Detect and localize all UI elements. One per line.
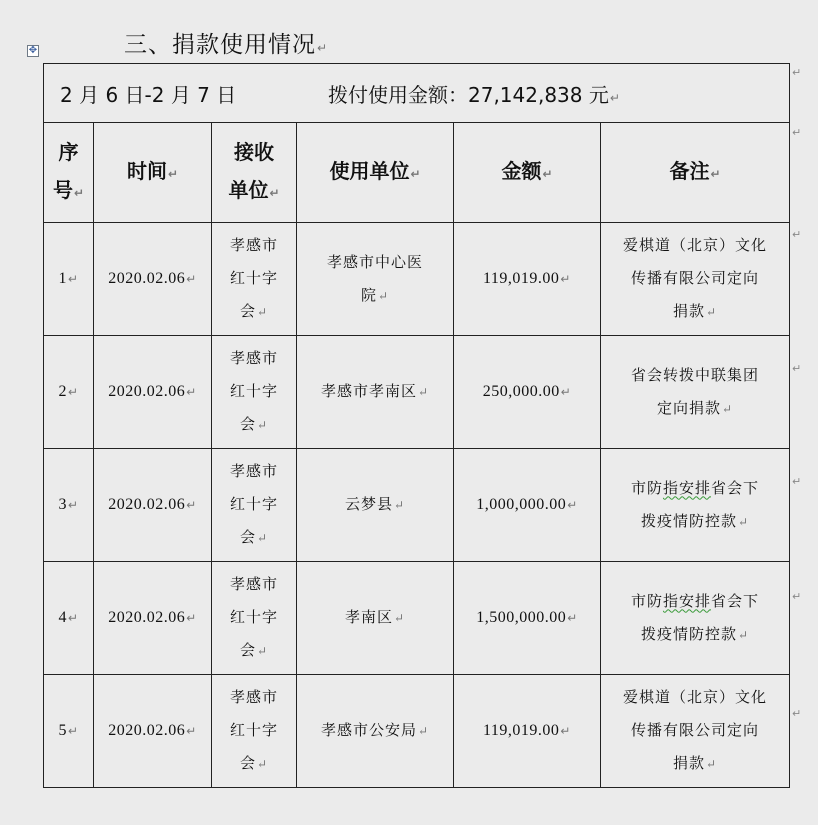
header-index-line2: 号 <box>52 178 73 202</box>
row-unit-line: 孝南区 <box>344 608 393 626</box>
cell-end-mark: ↵ <box>410 167 421 181</box>
cell-end-mark: ↵ <box>393 611 406 625</box>
cell-end-mark: ↵ <box>256 531 269 545</box>
row-receiver-line: 红十字 <box>229 608 278 626</box>
table-row <box>44 223 790 336</box>
row-note-text: 指安排 <box>662 478 711 497</box>
section-heading <box>124 26 328 59</box>
row-date-cell <box>94 562 212 675</box>
row-index: 2 <box>58 383 67 400</box>
cell-end-mark: ↵ <box>417 724 430 738</box>
row-unit-cell <box>297 223 454 336</box>
cell-end-mark: ↵ <box>609 90 620 105</box>
row-note-text: 拨疫情防控款 <box>640 511 737 530</box>
cell-end-mark: ↵ <box>256 757 269 771</box>
row-receiver-line: 会 <box>239 415 256 433</box>
cell-end-mark: ↵ <box>377 288 390 303</box>
row-amount-cell <box>454 336 601 449</box>
cell-end-mark: ↵ <box>560 724 571 738</box>
row-end-mark: ↵ <box>792 228 802 241</box>
row-note-text: 省会下 <box>711 478 760 497</box>
cell-end-mark: ↵ <box>256 644 269 658</box>
row-date: 2020.02.06 <box>108 609 186 626</box>
row-receiver-cell <box>212 223 297 336</box>
row-receiver-line: 孝感市 <box>229 688 278 706</box>
header-index-line1: 序 <box>58 140 79 164</box>
row-unit-cell <box>297 562 454 675</box>
row-index: 4 <box>58 609 67 626</box>
row-receiver-line: 红十字 <box>229 721 278 739</box>
cell-end-mark: ↵ <box>186 272 197 286</box>
cell-end-mark: ↵ <box>67 272 79 286</box>
cell-end-mark: ↵ <box>737 627 750 642</box>
table-row <box>44 675 790 788</box>
cell-end-mark: ↵ <box>269 186 280 200</box>
row-receiver-line: 孝感市 <box>229 349 278 367</box>
row-date: 2020.02.06 <box>108 383 186 400</box>
row-receiver-line: 红十字 <box>229 382 278 400</box>
cell-end-mark: ↵ <box>186 498 197 512</box>
cell-end-mark: ↵ <box>737 514 750 529</box>
cell-end-mark: ↵ <box>67 611 79 625</box>
cell-end-mark: ↵ <box>560 272 571 286</box>
row-amount: 250,000.00 <box>482 383 560 400</box>
row-receiver-cell <box>212 562 297 675</box>
row-receiver-line: 会 <box>239 528 256 546</box>
row-receiver-line: 会 <box>239 754 256 772</box>
row-unit-line: 孝感市公安局 <box>320 721 417 739</box>
header-user-unit <box>297 123 454 223</box>
row-amount: 1,000,000.00 <box>476 496 567 513</box>
cell-end-mark: ↵ <box>67 724 79 738</box>
cell-end-mark: ↵ <box>186 611 197 625</box>
row-amount-cell <box>454 223 601 336</box>
cell-end-mark: ↵ <box>256 418 269 432</box>
cell-end-mark: ↵ <box>167 167 179 181</box>
row-index-cell <box>44 223 94 336</box>
row-date: 2020.02.06 <box>108 270 186 287</box>
row-amount: 1,500,000.00 <box>476 609 567 626</box>
header-time <box>94 123 212 223</box>
row-receiver-line: 会 <box>239 641 256 659</box>
row-end-mark: ↵ <box>792 126 802 139</box>
row-note-text: 省会下 <box>711 591 760 610</box>
paragraph-mark: ↵ <box>317 41 329 55</box>
cell-end-mark: ↵ <box>567 498 578 512</box>
row-end-mark: ↵ <box>792 475 802 488</box>
table-row <box>44 449 790 562</box>
row-unit-cell <box>297 336 454 449</box>
row-amount-cell <box>454 675 601 788</box>
row-index-cell <box>44 336 94 449</box>
period-text: 2 月 6 日-2 月 7 日 <box>60 82 237 107</box>
header-index <box>44 123 94 223</box>
row-amount: 119,019.00 <box>483 270 560 287</box>
table-title-row <box>44 64 790 123</box>
row-end-mark: ↵ <box>792 362 802 375</box>
row-note-cell <box>601 336 790 449</box>
header-time-label: 时间 <box>126 159 167 183</box>
row-end-mark: ↵ <box>792 707 802 720</box>
header-amount-label: 金额 <box>501 159 542 183</box>
cell-end-mark: ↵ <box>186 385 197 399</box>
row-note-text: 市防 <box>630 591 663 610</box>
cell-end-mark: ↵ <box>417 385 430 399</box>
row-end-mark: ↵ <box>792 590 802 603</box>
row-date-cell <box>94 449 212 562</box>
row-note-cell <box>601 223 790 336</box>
donation-usage-table <box>43 63 790 788</box>
cell-end-mark: ↵ <box>67 385 79 399</box>
row-date-cell <box>94 223 212 336</box>
row-index-cell <box>44 562 94 675</box>
row-unit-cell <box>297 675 454 788</box>
row-end-mark: ↵ <box>792 66 802 79</box>
row-note-text: 爱棋道（北京）文化 <box>622 688 767 706</box>
cell-end-mark: ↵ <box>567 611 578 625</box>
allocation-amount-text: 拨付使用金额：27,142,838 元 <box>328 82 609 107</box>
row-note-text: 指安排 <box>662 591 711 610</box>
cell-end-mark: ↵ <box>721 401 734 416</box>
header-receiver <box>212 123 297 223</box>
row-receiver-line: 红十字 <box>229 269 278 287</box>
row-note-text: 定向捐款 <box>656 398 721 417</box>
cell-end-mark: ↵ <box>393 498 406 512</box>
row-receiver-line: 孝感市 <box>229 462 278 480</box>
header-receiver-line1: 接收 <box>234 140 274 164</box>
row-unit-line: 孝感市孝南区 <box>320 382 417 400</box>
row-note-text: 传播有限公司定向 <box>630 721 759 739</box>
heading-text: 三、捐款使用情况 <box>124 32 316 58</box>
row-receiver-line: 孝感市 <box>229 236 278 254</box>
row-date-cell <box>94 336 212 449</box>
row-unit-line: 云梦县 <box>344 495 393 513</box>
cell-end-mark: ↵ <box>560 385 572 399</box>
row-note-cell <box>601 449 790 562</box>
row-unit-line: 孝感市中心医 <box>326 252 423 271</box>
header-receiver-line2: 单位 <box>228 178 269 202</box>
table-title-cell <box>44 64 790 123</box>
cell-end-mark: ↵ <box>542 167 553 181</box>
row-receiver-cell <box>212 449 297 562</box>
row-date: 2020.02.06 <box>108 722 186 739</box>
table-row <box>44 336 790 449</box>
header-note <box>601 123 790 223</box>
row-note-text: 拨疫情防控款 <box>640 624 737 643</box>
row-note-text: 市防 <box>630 478 663 497</box>
row-note-text: 传播有限公司定向 <box>630 269 759 287</box>
cell-end-mark: ↵ <box>256 305 269 319</box>
header-note-label: 备注 <box>669 159 710 183</box>
row-note-text: 爱棋道（北京）文化 <box>622 236 767 254</box>
row-receiver-cell <box>212 336 297 449</box>
table-move-handle-icon[interactable]: ✥ <box>28 45 38 56</box>
table-row <box>44 562 790 675</box>
cell-end-mark: ↵ <box>67 498 79 512</box>
row-receiver-line: 孝感市 <box>229 575 278 593</box>
header-user-unit-label: 使用单位 <box>329 159 410 183</box>
row-amount-cell <box>454 449 601 562</box>
row-index-cell <box>44 449 94 562</box>
cell-end-mark: ↵ <box>705 305 718 319</box>
row-receiver-line: 会 <box>239 302 256 320</box>
cell-end-mark: ↵ <box>73 186 85 200</box>
row-index-cell <box>44 675 94 788</box>
row-index: 5 <box>58 722 67 739</box>
row-index: 1 <box>58 270 67 287</box>
row-amount: 119,019.00 <box>483 722 560 739</box>
row-index: 3 <box>58 496 67 513</box>
row-date: 2020.02.06 <box>108 496 186 513</box>
cell-end-mark: ↵ <box>186 724 197 738</box>
row-note-cell <box>601 562 790 675</box>
table-body <box>44 223 790 788</box>
row-amount-cell <box>454 562 601 675</box>
row-note-text: 捐款 <box>672 302 705 320</box>
row-date-cell <box>94 675 212 788</box>
cell-end-mark: ↵ <box>705 757 718 771</box>
cell-end-mark: ↵ <box>710 167 721 181</box>
row-note-text: 省会转拨中联集团 <box>630 365 759 384</box>
row-receiver-line: 红十字 <box>229 495 278 513</box>
header-amount <box>454 123 601 223</box>
row-note-text: 捐款 <box>672 754 705 772</box>
row-note-cell <box>601 675 790 788</box>
table-header-row <box>44 123 790 223</box>
row-receiver-cell <box>212 675 297 788</box>
row-unit-line: 院 <box>360 285 377 304</box>
row-unit-cell <box>297 449 454 562</box>
